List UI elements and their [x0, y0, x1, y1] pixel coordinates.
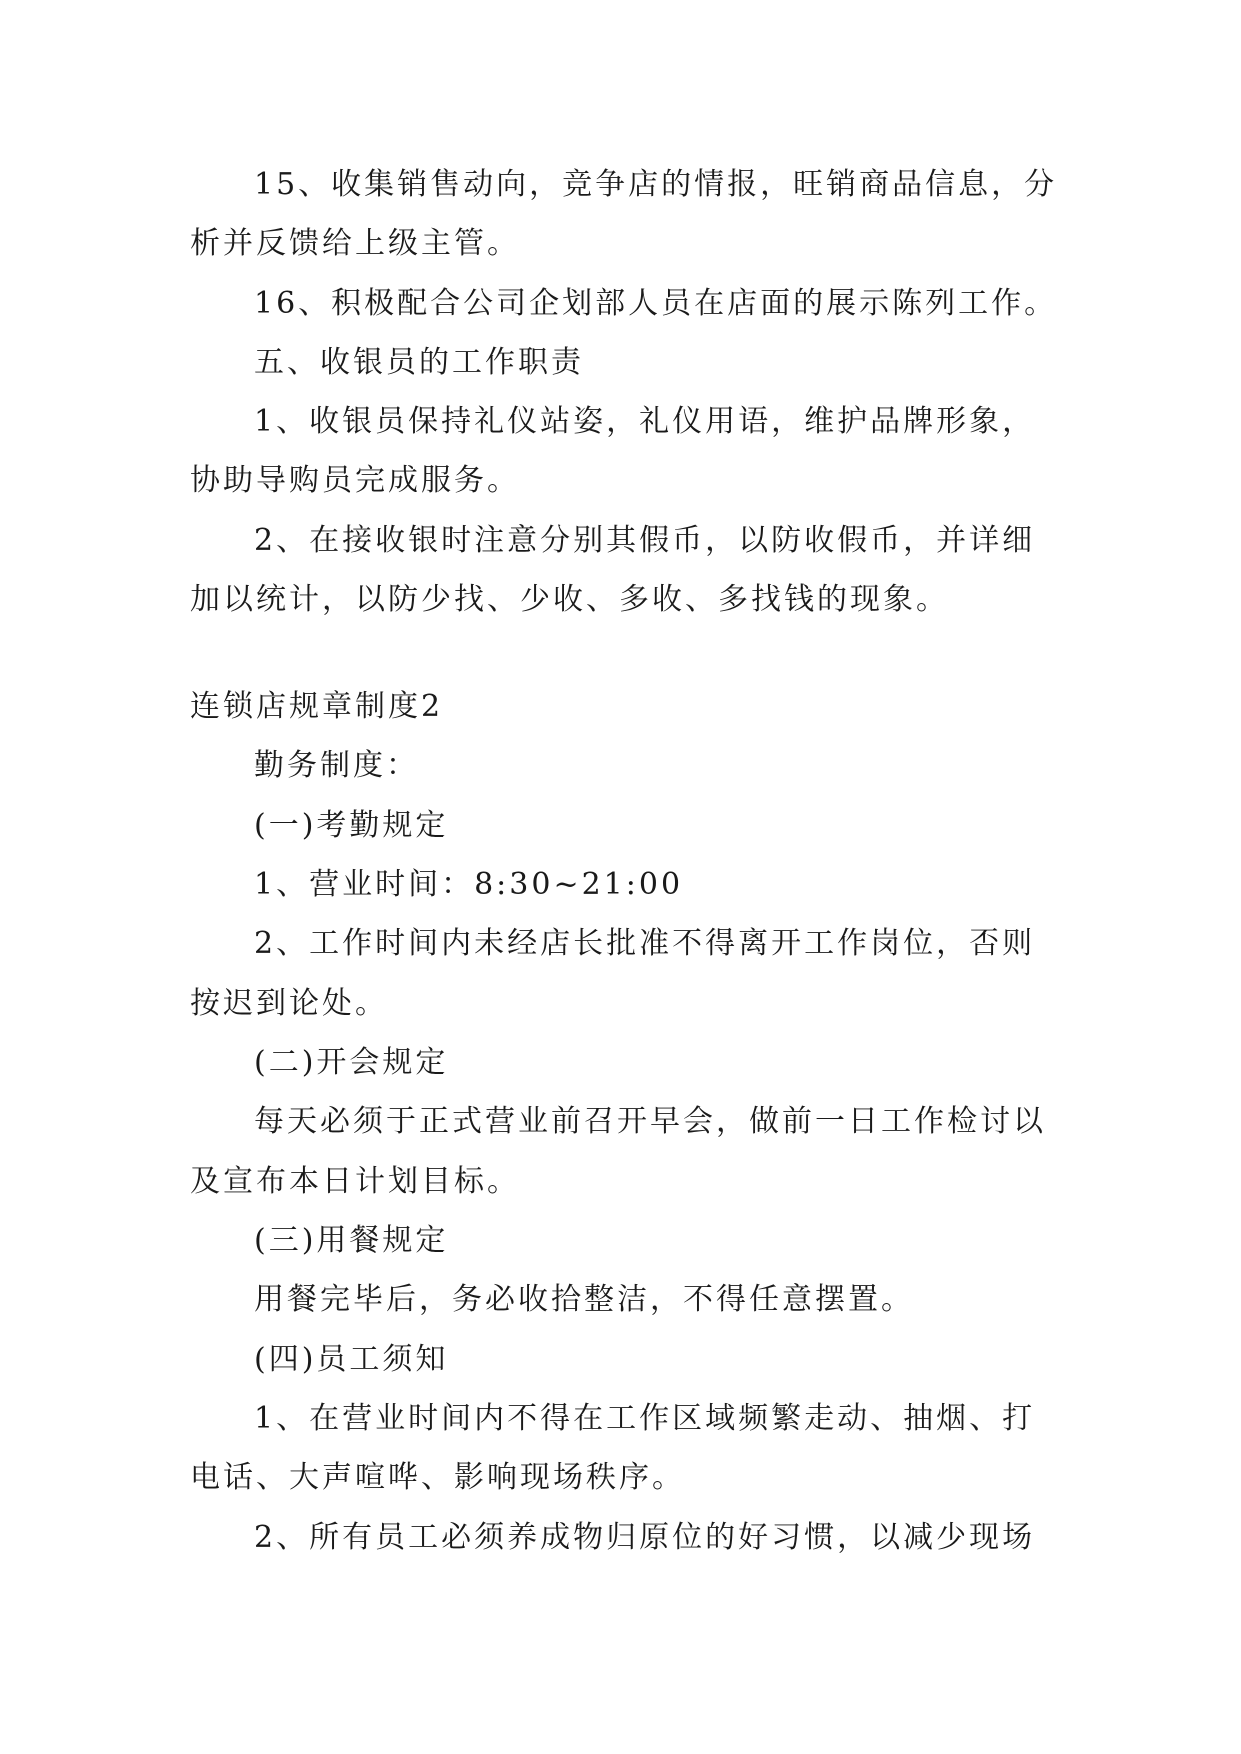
- paragraph-line: 析并反馈给上级主管。: [190, 226, 520, 261]
- paragraph-line: 用餐完毕后，务必收拾整洁，不得任意摆置。: [254, 1282, 914, 1317]
- section-heading: 勤务制度：: [254, 748, 419, 783]
- paragraph-line: 2、所有员工必须养成物归原位的好习惯，以减少现场: [254, 1520, 1036, 1555]
- paragraph-line: 电话、大声喧哗、影响现场秩序。: [190, 1460, 685, 1495]
- paragraph-line: 及宣布本日计划目标。: [190, 1164, 520, 1199]
- paragraph-line: 2、在接收银时注意分别其假币，以防收假币，并详细: [254, 523, 1036, 558]
- subsection-heading: (四)员工须知: [254, 1342, 449, 1377]
- paragraph-line: 协助导购员完成服务。: [190, 463, 520, 498]
- subsection-heading: (二)开会规定: [254, 1045, 449, 1080]
- paragraph-line: 16、积极配合公司企划部人员在店面的展示陈列工作。: [254, 286, 1058, 321]
- subsection-heading: (一)考勤规定: [254, 808, 449, 843]
- paragraph-line: 15、收集销售动向，竞争店的情报，旺销商品信息，分: [254, 167, 1058, 202]
- section-heading: 五、收银员的工作职责: [254, 345, 584, 380]
- paragraph-line: 加以统计，以防少找、少收、多收、多找钱的现象。: [190, 582, 949, 617]
- paragraph-line: 按迟到论处。: [190, 986, 388, 1021]
- paragraph-line: 1、收银员保持礼仪站姿，礼仪用语，维护品牌形象，: [254, 404, 1036, 439]
- paragraph-line: 每天必须于正式营业前召开早会，做前一日工作检讨以: [254, 1104, 1046, 1139]
- document-title: 连锁店规章制度2: [190, 689, 444, 724]
- subsection-heading: (三)用餐规定: [254, 1223, 449, 1258]
- paragraph-line: 1、在营业时间内不得在工作区域频繁走动、抽烟、打: [254, 1401, 1036, 1436]
- paragraph-line: 2、工作时间内未经店长批准不得离开工作岗位，否则: [254, 926, 1036, 961]
- paragraph-line: 1、营业时间：8:30~21:00: [254, 867, 684, 902]
